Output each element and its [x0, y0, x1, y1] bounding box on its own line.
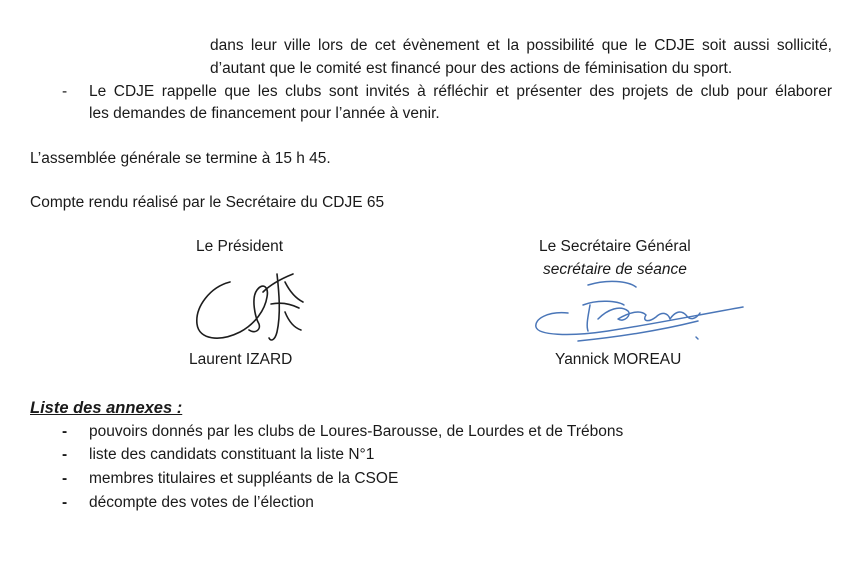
bullet-dash: - [62, 83, 68, 100]
president-name: Laurent IZARD [189, 351, 293, 368]
annex-bullet: - [62, 423, 68, 440]
secretary-subtitle: secrétaire de séance [543, 261, 687, 278]
annex-item-2: liste des candidats constituant la liste N°1 [89, 446, 375, 463]
annex-item-1: pouvoirs donnés par les clubs de Loures-Barousse, de Lourdes et de Trébons [89, 423, 624, 440]
annex-bullet: - [62, 494, 68, 511]
bullet-item-line-2: les demandes de financement pour l’année à venir. [89, 105, 440, 122]
closing-statement: L’assemblée générale se termine à 15 h 45. [30, 150, 331, 167]
annexes-title: Liste des annexes : [30, 399, 183, 417]
bullet-item-line-1: Le CDJE rappelle que les clubs sont invités à réfléchir et présenter des projets de club pour élaborer [89, 83, 832, 100]
annex-item-3: membres titulaires et suppléants de la CSOE [89, 470, 399, 487]
continuation-line-1: dans leur ville lors de cet évènement et la possibilité que le CDJE soit aussi sollicité, [210, 37, 832, 54]
secretary-signature [528, 275, 758, 350]
annex-bullet: - [62, 470, 68, 487]
annex-item-4: décompte des votes de l’élection [89, 494, 314, 511]
report-note: Compte rendu réalisé par le Secrétaire du CDJE 65 [30, 194, 385, 211]
secretary-name: Yannick MOREAU [555, 351, 682, 368]
continuation-line-2: d’autant que le comité est financé pour des actions de féminisation du sport. [210, 60, 733, 77]
secretary-title: Le Secrétaire Général [539, 238, 691, 255]
president-signature [185, 262, 315, 352]
president-title: Le Président [196, 238, 284, 255]
annex-bullet: - [62, 446, 68, 463]
